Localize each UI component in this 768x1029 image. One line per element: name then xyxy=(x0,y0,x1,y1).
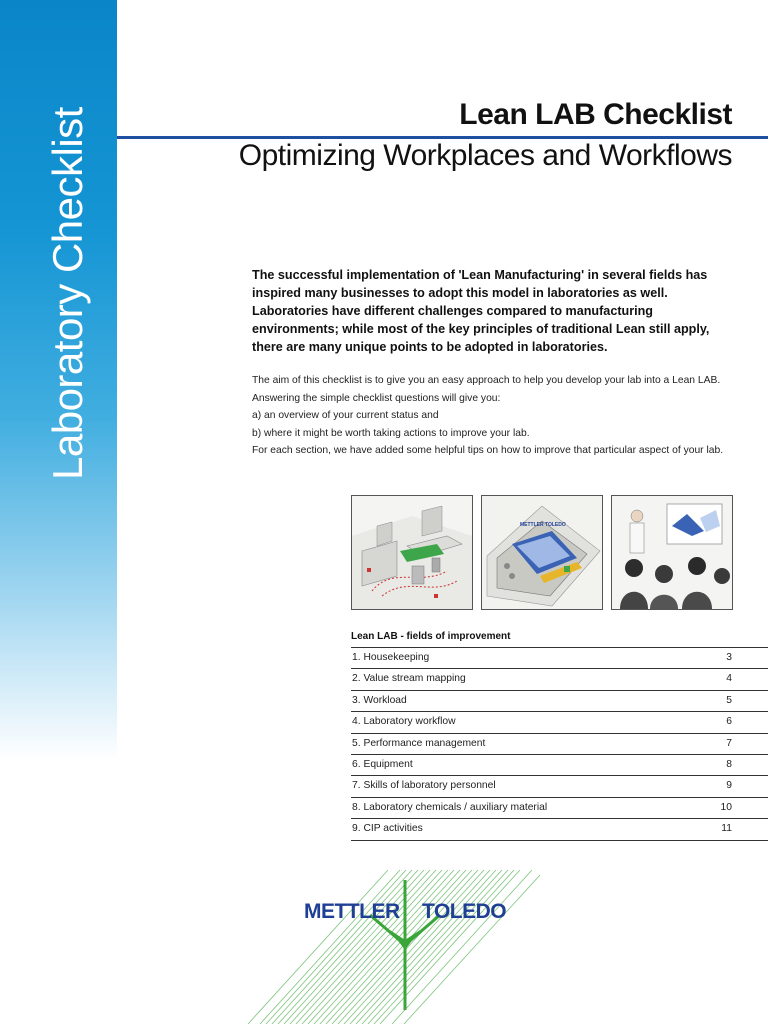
toc-row-laboratory-workflow xyxy=(351,712,768,733)
toc-page-number: 10 xyxy=(720,801,732,813)
toc-page-number: 6 xyxy=(726,716,732,728)
body-item-a: a) an overview of your current status and xyxy=(252,410,439,421)
toc-row-workload xyxy=(351,691,768,712)
body-text xyxy=(252,372,732,460)
toc-row-cip-activities xyxy=(351,819,768,840)
page-subtitle: Optimizing Workplaces and Workflows xyxy=(238,139,732,172)
body-paragraph-aim: The aim of this checklist is to give you an easy approach to help you develop your lab into a Lean LAB. Answering the simple checklist questions will give you: xyxy=(252,375,721,404)
toc-label: 1. Housekeeping xyxy=(352,652,430,663)
toc-heading: Lean LAB - fields of improvement xyxy=(351,631,511,642)
toc-page-number: 8 xyxy=(726,758,732,770)
toc-row-value-stream-mapping xyxy=(351,669,768,690)
toc-label: 6. Equipment xyxy=(352,758,413,770)
balance-terminal-image xyxy=(481,495,603,610)
toc-label: 4. Laboratory workflow xyxy=(352,716,456,728)
terminal-brand-text: METTLER TOLEDO xyxy=(520,522,566,528)
lab-workplace-image xyxy=(351,495,473,610)
toc-table xyxy=(351,647,768,841)
toc-page-number: 7 xyxy=(726,737,732,749)
toc-row-performance-management xyxy=(351,734,768,755)
toc-row-equipment xyxy=(351,755,768,776)
mettler-toledo-logo xyxy=(240,870,540,1024)
body-item-b: b) where it might be worth taking actions to improve your lab. xyxy=(252,427,530,439)
toc-page-number: 5 xyxy=(726,694,732,706)
toc-row-chemicals xyxy=(351,798,768,819)
toc-label: 8. Laboratory chemicals / auxiliary material xyxy=(352,801,548,813)
sidebar-title: Laboratory Checklist xyxy=(44,107,91,480)
toc-label: 3. Workload xyxy=(352,694,407,706)
toc-label: 9. CIP activities xyxy=(352,823,423,835)
intro-paragraph: The successful implementation of 'Lean Manufacturing' in several fields has inspired many businesses to adopt this model in laboratories as well. Laboratories have different challenges compared to manufacturing environments; while most of the key principles of traditional Lean still apply, there are many unique points to be adopted in laboratories. xyxy=(252,268,710,354)
logo-text-mettler: METTLER xyxy=(304,900,400,923)
toc-page-number: 11 xyxy=(721,823,732,835)
toc-row-skills xyxy=(351,776,768,797)
sidebar-band xyxy=(0,0,117,760)
toc-label: 7. Skills of laboratory personnel xyxy=(352,780,496,792)
toc-page-number: 3 xyxy=(726,652,732,663)
toc-page-number: 4 xyxy=(726,673,732,685)
toc-row-housekeeping xyxy=(351,648,768,669)
page-title: Lean LAB Checklist xyxy=(459,98,732,131)
toc-label: 5. Performance management xyxy=(352,737,486,749)
logo-stripe-graphic xyxy=(240,870,540,1024)
toc-label: 2. Value stream mapping xyxy=(352,673,466,685)
logo-text-toledo: TOLEDO xyxy=(422,900,507,923)
body-paragraph-tips: For each section, we have added some helpful tips on how to improve that particular aspect of your lab. xyxy=(252,445,724,456)
toc-page-number: 9 xyxy=(726,780,732,792)
training-presentation-image xyxy=(611,495,733,610)
